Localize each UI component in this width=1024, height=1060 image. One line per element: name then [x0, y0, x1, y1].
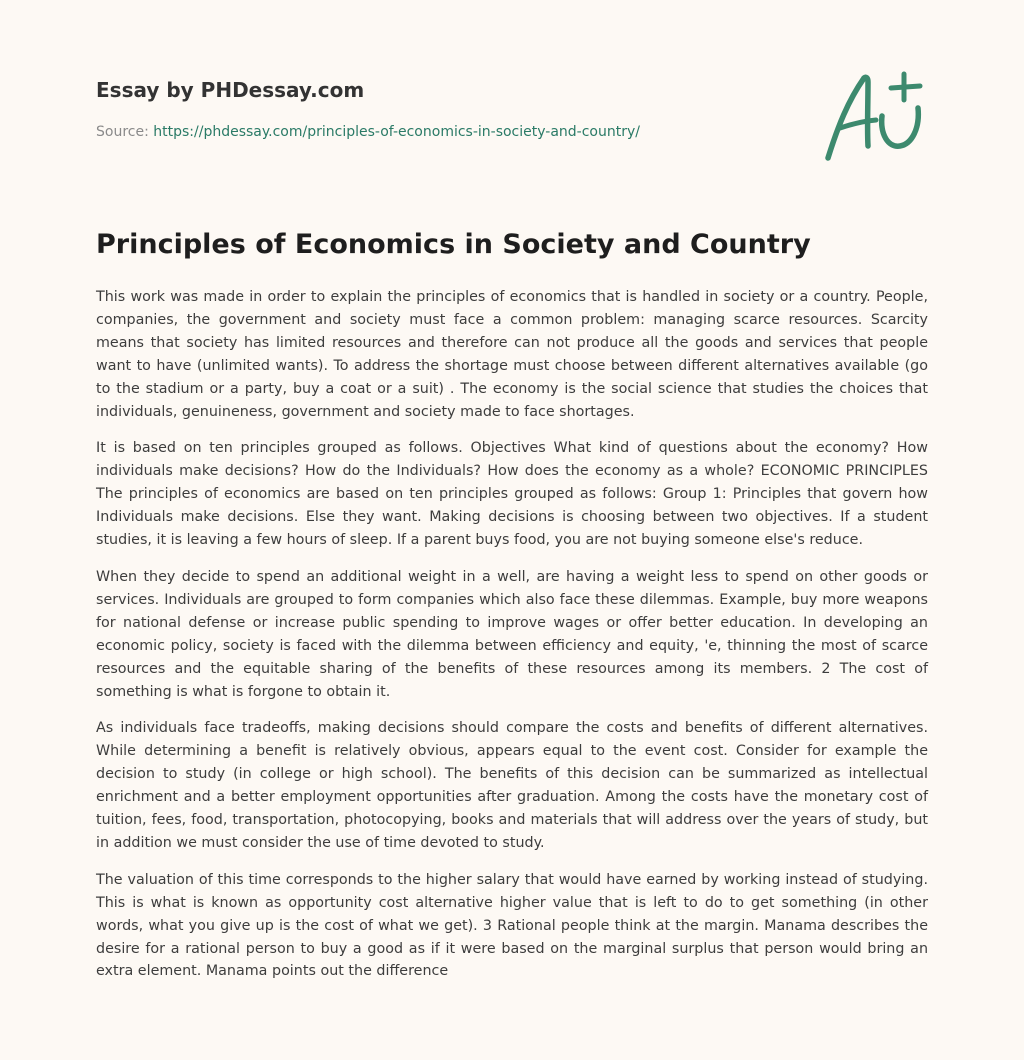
a-plus-logo-icon — [818, 66, 930, 166]
essay-paragraph: It is based on ten principles grouped as follows. Objectives What kind of questions about the economy? How individuals make decisions? How do the Individuals? How does the economy as a whole? ECONOMIC PRINCIPLES The principles of economics are based on ten principles grouped as follows: Group 1: Principles that govern how Individuals make decisions. Else they want. Making decisions is choosing between two objectives. If a student studies, it is leaving a few hours of sleep. If a parent buys food, you are not buying someone else's reduce. — [96, 440, 928, 549]
essay-paragraph: When they decide to spend an additional weight in a well, are having a weight less to spend on other goods or services. Individuals are grouped to form companies which also face these dilemmas. Example, buy more weapons for national defense or increase public spending to improve wages or offer better education. In developing an economic policy, society is faced with the dilemma between efficiency and equity, 'e, thinning the most of scarce resources and the equitable sharing of the benefits of these resources among its members. 2 The cost of something is what is forgone to obtain it. — [96, 568, 928, 700]
source-label: Source: — [96, 124, 154, 140]
page-header — [96, 76, 796, 142]
source-line — [96, 122, 796, 142]
essay-paragraph: This work was made in order to explain the principles of economics that is handled in society or a country. People, companies, the government and society must face a common problem: managing scarce resources. Scarcity means that society has limited resources and therefore can not produce all the goods and services that people want to have (unlimited wants). To address the shortage must choose between different alternatives available (go to the stadium or a party, buy a coat or a suit) . The economy is the social science that studies the choices that individuals, genuineness, government and society made to face shortages. — [96, 289, 928, 420]
site-brand: Essay by PHDessay.com — [96, 78, 365, 102]
essay-paragraph: As individuals face tradeoffs, making decisions should compare the costs and benefits of different alternatives. While determining a benefit is relatively obvious, appears equal to the event cost. Consider for example the decision to study (in college or high school). The benefits of this decision can be summarized as intellectual enrichment and a better employment opportunities after graduation. Among the costs have the monetary cost of tuition, fees, food, transportation, photocopying, books and materials that will address over the years of study, but in addition we must consider the use of time devoted to study. — [96, 720, 928, 851]
source-link[interactable]: https://phdessay.com/principles-of-economics-in-society-and-country/ — [153, 124, 640, 140]
essay-body — [96, 286, 928, 997]
essay-paragraph: The valuation of this time corresponds to the higher salary that would have earned by working instead of studying. This is what is known as opportunity cost alternative higher value that is left to do to get something (in other words, what you give up is the cost of what we get). 3 Rational people think at the margin. Manama describes the desire for a rational person to buy a good as if it were based on the marginal surplus that person would bring an extra element. Manama points out the difference — [96, 871, 928, 980]
essay-title: Principles of Economics in Society and Country — [96, 229, 811, 260]
